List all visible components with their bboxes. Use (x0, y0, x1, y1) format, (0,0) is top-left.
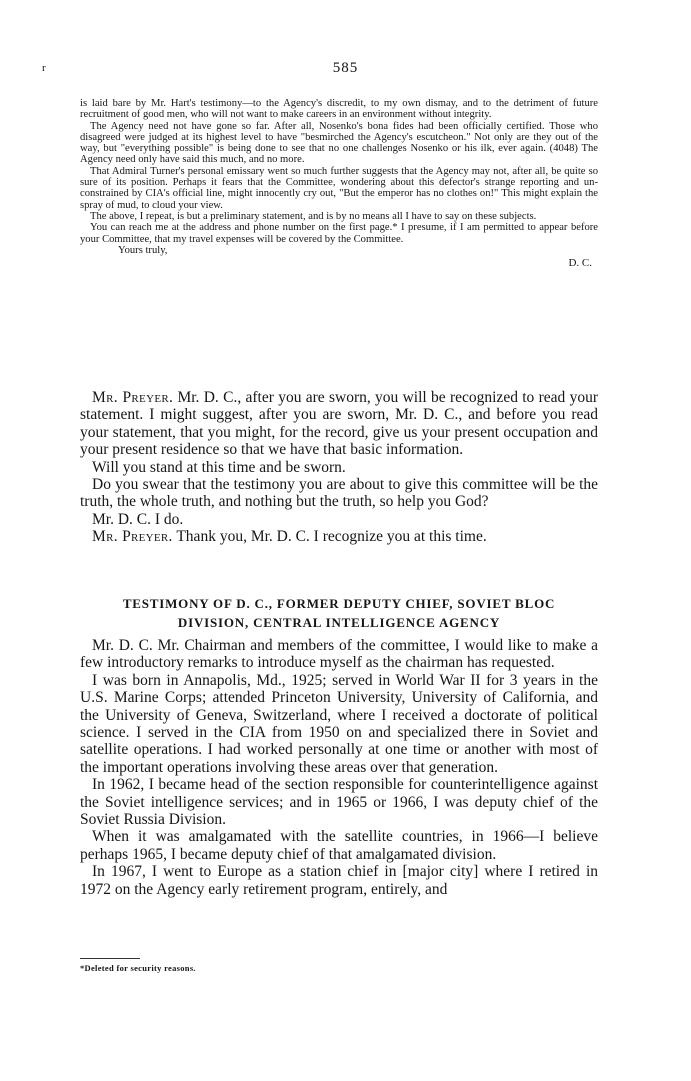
heading-line: DIVISION, CENTRAL INTELLIGENCE AGENCY (177, 615, 501, 630)
testimony-paragraph: I was born in Annapolis, Md., 1925; served in World War II for 3 years in the U.S. Marine Corps; attended Princeton University, University of California, and the University of Geneva, Switzerland, where I received a doctorate of political science. I served in the CIA from 1950 on and specialized there in Soviet and satellite operations. I had worked personally at one time or another with most of the important operations involving these areas over that generation. (80, 671, 598, 776)
corner-mark: r (42, 62, 46, 74)
hearing-transcript (80, 389, 598, 546)
speaker-name: Mr. Preyer. (92, 389, 174, 406)
testimony-paragraph: When it was amalgamated with the satellite countries, in 1966—I believe perhaps 1965, I became deputy chief of that amalgamated division. (80, 828, 598, 863)
speaker-name: Mr. Preyer. (92, 528, 173, 546)
testimony-body (80, 637, 598, 898)
footnote: *Deleted for security reasons. (80, 963, 196, 973)
letter-closing: Yours truly, (118, 244, 168, 256)
transcript-paragraph (80, 389, 598, 459)
letter-signature: D. C. (568, 257, 592, 270)
letter-paragraph: You can reach me at the address and phone number on the first page.* I presume, if I am permitted to appear before your Committee, that my travel expenses will be covered by the Committee. (80, 222, 598, 245)
heading-line: TESTIMONY OF D. C., FORMER DEPUTY CHIEF, SOVIET BLOC (122, 596, 556, 611)
section-heading (80, 594, 598, 632)
page-number: 585 (332, 60, 359, 76)
letter-paragraph: is laid bare by Mr. Hart's testimony—to the Agency's discredit, to my own dismay, and to the detriment of future recruitment of good men, who will not want to make careers in an environment without integrity. (80, 98, 598, 121)
speech-text: Thank you, Mr. D. C. I recognize you at this time. (176, 528, 487, 546)
testimony-paragraph: In 1967, I went to Europe as a station chief in [major city] where I retired in 1972 on the Agency early retirement program, entirely, and (80, 863, 598, 898)
testimony-paragraph: In 1962, I became head of the section responsible for counterintelligence against the Soviet intelligence services; and in 1965 or 1966, I was deputy chief of the Soviet Russia Division. (80, 776, 598, 829)
footnote-rule (80, 958, 140, 959)
letter-excerpt (80, 98, 598, 269)
transcript-paragraph (80, 528, 598, 545)
testimony-paragraph: Mr. D. C. Mr. Chairman and members of the committee, I would like to make a few introductory remarks to introduce myself as the chairman has requested. (80, 637, 598, 672)
transcript-paragraph: Will you stand at this time and be sworn. (92, 458, 346, 476)
transcript-paragraph: Do you swear that the testimony you are about to give this committee will be the truth, the whole truth, and nothing but the truth, so help you God? (80, 476, 598, 511)
letter-paragraph: That Admiral Turner's personal emissary went so much further suggests that the Agency may not, after all, be quite so sure of its position. Perhaps it fears that the Committee, wondering about this defector's strange reporting and un-constrained by CIA's official line, might innocently cry out, "But the emperor has no clothes on!" This might explain the spray of mud, to cloud your view. (80, 165, 598, 211)
speech-text: Mr. D. C., after you are sworn, you will be recognized to read your statement. I might suggest, after you are sworn, Mr. D. C., and before you read your statement, that you might, for the record, give us your present occupation and your present residence so that we have that basic information. (80, 389, 598, 459)
letter-paragraph: The above, I repeat, is but a preliminary statement, and is by no means all I have to say on these subjects. (90, 210, 537, 222)
transcript-paragraph: Mr. D. C. I do. (92, 510, 184, 528)
letter-paragraph: The Agency need not have gone so far. After all, Nosenko's bona fides had been officially certified. Those who disagreed were judged at its highest level to have "besmirched the Agency's escutcheon." Not only are they out of the way, but "everything possible" is being done to see that no one challenges Nosenko or his ilk, ever again. (4048) The Agency need only have said this much, and no more. (80, 120, 598, 166)
